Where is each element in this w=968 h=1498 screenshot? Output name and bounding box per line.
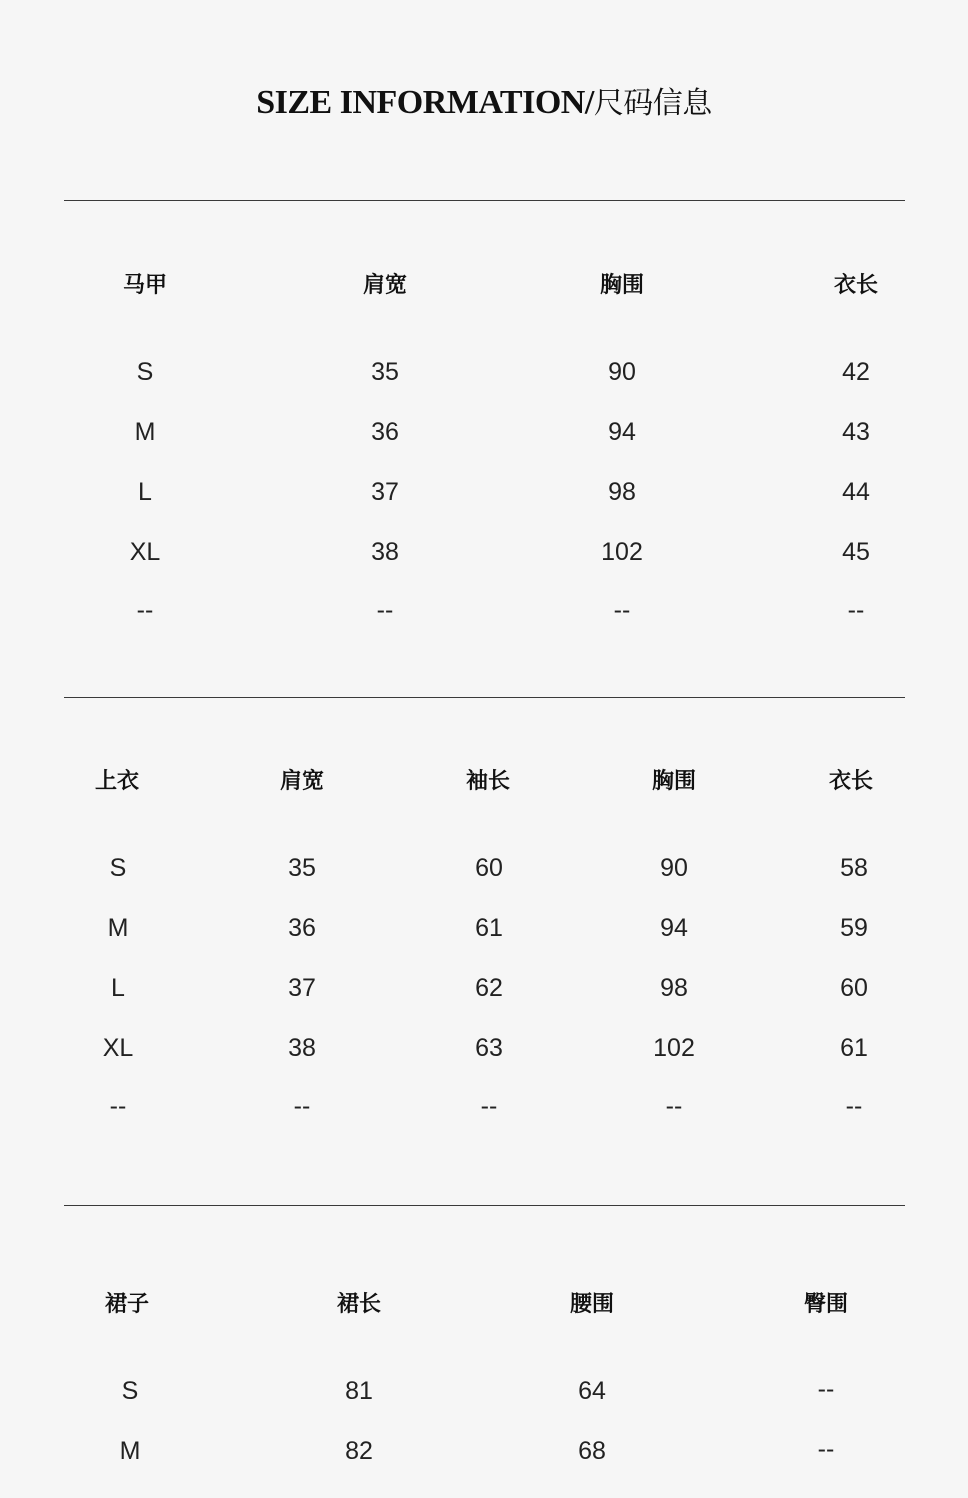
table-header-cell: 衣长 [828,769,873,794]
table-header-cell: 腰围 [569,1292,614,1317]
table-cell: 38 [371,538,399,566]
table-cell: 45 [842,538,870,566]
table-cell: M [119,1437,141,1465]
table-cell: M [134,418,156,446]
divider-bottom [64,1205,905,1206]
table-cell: 36 [371,418,399,446]
table-header-cell: 肩宽 [362,273,407,298]
table-cell: 35 [288,854,316,882]
table-header-cell: 裙长 [336,1292,381,1317]
table-cell: 61 [475,914,503,942]
table-cell: 68 [578,1437,606,1465]
table-header-cell: 马甲 [122,273,167,298]
table-cell: M [107,914,129,942]
table-cell: -- [480,1092,498,1120]
table-cell: 102 [601,538,643,566]
table-header-cell: 臀围 [803,1292,848,1317]
table-cell: 35 [371,358,399,386]
table-cell: 82 [345,1437,373,1465]
table-cell: 38 [288,1034,316,1062]
divider-top [64,200,905,201]
table-cell: 58 [840,854,868,882]
table-header-cell: 上衣 [94,769,139,794]
table-cell: 63 [475,1034,503,1062]
table-cell: -- [136,596,154,624]
table-cell: 61 [840,1034,868,1062]
table-header-cell: 胸围 [599,273,644,298]
table-cell: -- [817,1435,835,1463]
table-header-cell: 衣长 [833,273,878,298]
table-cell: -- [613,596,631,624]
table-cell: -- [109,1092,127,1120]
table-cell: -- [845,1092,863,1120]
page-title [0,78,968,122]
table-cell: L [111,974,125,1002]
table-header-cell: 胸围 [651,769,696,794]
table-cell: 98 [660,974,688,1002]
table-cell: 98 [608,478,636,506]
table-cell: 94 [660,914,688,942]
table-cell: S [136,358,154,386]
table-cell: 37 [371,478,399,506]
table-cell: 36 [288,914,316,942]
table-header-cell: 袖长 [465,769,510,794]
table-cell: 102 [653,1034,695,1062]
table-cell: 62 [475,974,503,1002]
table-cell: XL [102,1034,134,1062]
table-cell: S [121,1377,139,1405]
table-cell: 90 [660,854,688,882]
table-cell: 60 [475,854,503,882]
table-header-cell: 肩宽 [279,769,324,794]
table-cell: -- [817,1375,835,1403]
divider-middle [64,697,905,698]
table-cell: 81 [345,1377,373,1405]
table-cell: -- [665,1092,683,1120]
table-cell: 44 [842,478,870,506]
table-cell: 59 [840,914,868,942]
table-cell: 42 [842,358,870,386]
table-cell: 60 [840,974,868,1002]
table-cell: -- [847,596,865,624]
table-cell: 90 [608,358,636,386]
table-cell: XL [129,538,161,566]
table-cell: S [109,854,127,882]
table-cell: 37 [288,974,316,1002]
title-chinese: 尺码信息 [593,86,712,121]
table-cell: 64 [578,1377,606,1405]
table-cell: 43 [842,418,870,446]
table-cell: 94 [608,418,636,446]
table-cell: -- [376,596,394,624]
title-english: SIZE INFORMATION/ [256,84,594,121]
table-header-cell: 裙子 [104,1292,149,1317]
table-cell: -- [293,1092,311,1120]
table-cell: L [138,478,152,506]
